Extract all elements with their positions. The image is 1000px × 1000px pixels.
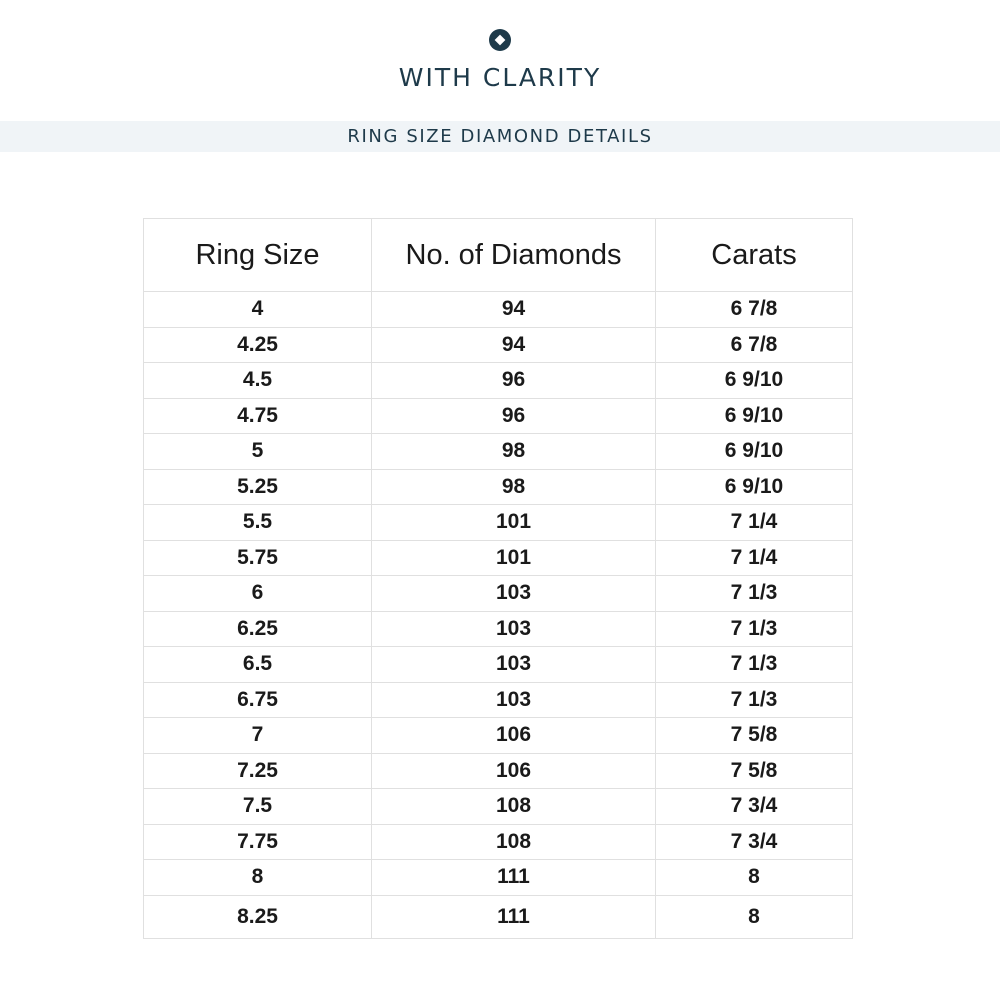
diamond-count-cell: 106: [372, 753, 656, 789]
ring-size-cell: 6.25: [144, 611, 372, 647]
carats-cell: 7 1/3: [656, 576, 853, 612]
header-ring-size: Ring Size: [144, 219, 372, 292]
ring-size-cell: 6.75: [144, 682, 372, 718]
carats-cell: 6 9/10: [656, 434, 853, 470]
carats-cell: 6 7/8: [656, 292, 853, 328]
carats-cell: 6 9/10: [656, 469, 853, 505]
diamond-count-cell: 106: [372, 718, 656, 754]
table-row: [144, 469, 853, 505]
ring-size-cell: 7: [144, 718, 372, 754]
ring-size-cell: 4.25: [144, 327, 372, 363]
ring-size-cell: 5: [144, 434, 372, 470]
diamond-count-cell: 103: [372, 611, 656, 647]
table-row: [144, 327, 853, 363]
table-row: [144, 505, 853, 541]
diamond-count-cell: 108: [372, 789, 656, 825]
carats-cell: 8: [656, 895, 853, 938]
diamond-count-cell: 94: [372, 327, 656, 363]
ring-size-cell: 5.5: [144, 505, 372, 541]
ring-size-cell: 7.75: [144, 824, 372, 860]
carats-cell: 7 1/3: [656, 682, 853, 718]
diamond-count-cell: 108: [372, 824, 656, 860]
diamond-count-cell: 98: [372, 469, 656, 505]
diamond-count-cell: 94: [372, 292, 656, 328]
ring-size-cell: 6: [144, 576, 372, 612]
carats-cell: 7 1/4: [656, 540, 853, 576]
ring-size-cell: 5.25: [144, 469, 372, 505]
table-row: [144, 540, 853, 576]
diamond-count-cell: 96: [372, 398, 656, 434]
ring-size-cell: 4: [144, 292, 372, 328]
diamond-count-cell: 103: [372, 576, 656, 612]
ring-size-cell: 7.5: [144, 789, 372, 825]
table-row: [144, 718, 853, 754]
diamond-count-cell: 111: [372, 895, 656, 938]
ring-size-cell: 8.25: [144, 895, 372, 938]
carats-cell: 7 1/3: [656, 647, 853, 683]
carats-cell: 7 1/3: [656, 611, 853, 647]
table-row: [144, 363, 853, 399]
carats-cell: 7 3/4: [656, 824, 853, 860]
table-row: [144, 895, 853, 938]
table-row: [144, 647, 853, 683]
table-row: [144, 398, 853, 434]
table-row: [144, 789, 853, 825]
ring-size-cell: 5.75: [144, 540, 372, 576]
ring-size-cell: 4.75: [144, 398, 372, 434]
table-row: [144, 576, 853, 612]
table-row: [144, 824, 853, 860]
carats-cell: 7 3/4: [656, 789, 853, 825]
diamond-count-cell: 111: [372, 860, 656, 896]
table-row: [144, 292, 853, 328]
diamond-count-cell: 101: [372, 540, 656, 576]
carats-cell: 6 9/10: [656, 363, 853, 399]
carats-cell: 6 9/10: [656, 398, 853, 434]
diamond-count-cell: 96: [372, 363, 656, 399]
ring-size-cell: 4.5: [144, 363, 372, 399]
header-no-of-diamonds: No. of Diamonds: [372, 219, 656, 292]
table-row: [144, 753, 853, 789]
table-row: [144, 682, 853, 718]
diamond-circle-icon: [488, 28, 512, 52]
carats-cell: 6 7/8: [656, 327, 853, 363]
ring-size-cell: 8: [144, 860, 372, 896]
carats-cell: 8: [656, 860, 853, 896]
table-header-row: [144, 219, 853, 292]
header-carats: Carats: [656, 219, 853, 292]
subtitle-band: [0, 121, 1000, 152]
brand-name: WITH CLARITY: [398, 63, 602, 92]
table-body: [144, 292, 853, 939]
ring-size-cell: 7.25: [144, 753, 372, 789]
carats-cell: 7 1/4: [656, 505, 853, 541]
table-row: [144, 434, 853, 470]
diamond-count-cell: 101: [372, 505, 656, 541]
diamond-count-cell: 103: [372, 682, 656, 718]
table-row: [144, 860, 853, 896]
table-row: [144, 611, 853, 647]
diamond-count-cell: 98: [372, 434, 656, 470]
ring-size-table: [143, 218, 853, 939]
ring-size-cell: 6.5: [144, 647, 372, 683]
carats-cell: 7 5/8: [656, 753, 853, 789]
page-title: RING SIZE DIAMOND DETAILS: [347, 126, 653, 147]
carats-cell: 7 5/8: [656, 718, 853, 754]
diamond-count-cell: 103: [372, 647, 656, 683]
